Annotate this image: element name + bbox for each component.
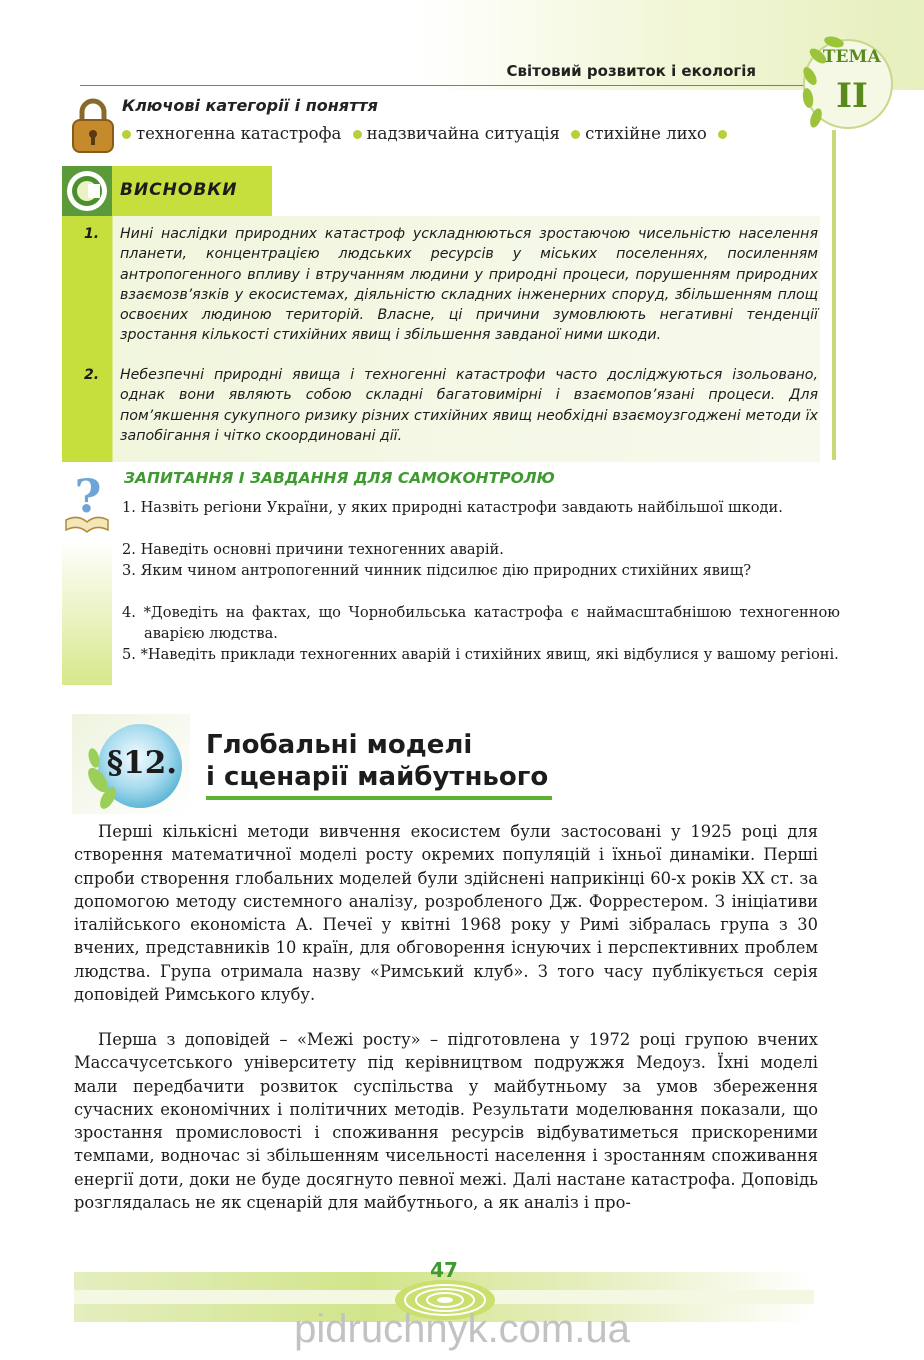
question-book-icon [62, 470, 112, 536]
question-item: 1. Назвіть регіони України, у яких природні катастрофи завдають найбільшої шкоди. [122, 499, 783, 516]
conclusion-number: 2. [84, 367, 100, 383]
conclusions-emblem-icon [62, 166, 112, 216]
side-stripe [832, 130, 836, 460]
section-number: §12. [106, 745, 178, 781]
bullet-icon [122, 130, 131, 139]
header-divider [80, 85, 832, 86]
body-paragraph: Перша з доповідей – «Межі росту» – підготовлена у 1972 році групою вчених Массачусетського університету під керівництвом подружжя Медоуз. Їхні моделі мали передбачити розвиток суспільства у майбутньому за умов збереження сучасних економічних і політичних методів. Результати моделювання показали, що зростання промисловості і споживання ресурсів відбуватиметься прискореними темпами, водночас зі збільшенням чисельності населення і зростанням споживання енергії доти, доки не буде досягнуто певної межі. Далі настане катастрофа. Доповідь розглядалась не як сценарій для майбутнього, а як аналіз і про- [74, 1030, 818, 1213]
section-title: Глобальні моделі [206, 730, 473, 760]
term: стихійне лихо [585, 124, 707, 143]
questions-side-strip [62, 540, 112, 685]
term: техногенна катастрофа [136, 124, 342, 143]
question-item: 3. Яким чином антропогенний чинник підсилює дію природних стихійних явищ? [122, 562, 752, 579]
conclusion-number: 1. [84, 226, 100, 242]
conclusions-title: ВИСНОВКИ [120, 180, 238, 200]
section-title-underline [206, 796, 552, 800]
section-title: і сценарії майбутнього [206, 762, 549, 792]
term: надзвичайна ситуація [366, 124, 560, 143]
question-item: 4. *Доведіть на фактах, що Чорнобильська катастрофа є наймасштабнішою техногенною аварією людства. [122, 604, 840, 642]
key-concepts-title: Ключові категорії і поняття [122, 96, 378, 115]
question-item: 5. *Наведіть приклади техногенних аварій і стихійних явищ, які відбулися у вашому регіоні. [122, 646, 839, 663]
tema-number: II [836, 76, 868, 116]
question-item: 2. Наведіть основні причини техногенних аварій. [122, 541, 504, 558]
questions-title: ЗАПИТАННЯ І ЗАВДАННЯ ДЛЯ САМОКОНТРОЛЮ [124, 469, 555, 487]
conclusion-text: Нині наслідки природних катастроф ускладнюються зростаючою чисельністю населення планети, концентрацією людських ресурсів у міських поселеннях, посиленням антропогенного впливу і втручанням людини у природні процеси, порушенням природних взаємозв’язків у екосистемах, діяльністю складних інженерних споруд, збільшенням площ освоєних людиною територій. Власне, ці причини зумовлюють негативні тенденції зростання кількості стихійних явищ і збільшення завданої ними шкоди. [120, 226, 818, 344]
bullet-icon [353, 130, 362, 139]
watermark: pidruchnyk.com.ua [294, 1307, 630, 1351]
running-title: Світовий розвиток і екологія [506, 62, 756, 80]
padlock-icon [70, 96, 116, 154]
conclusion-text: Небезпечні природні явища і техногенні катастрофи часто досліджуються ізольовано, однак вони являють собою складні багатовимірні і взаємопов’язані процеси. Для пом’якшення сукупного ризику різних стихійних явищ необхідні взаємоузгоджені методи їх запобігання і чітко скоординовані дії. [120, 367, 818, 444]
key-concepts-terms [122, 124, 732, 143]
bullet-icon [718, 130, 727, 139]
bullet-icon [571, 130, 580, 139]
svg-text:?: ? [74, 470, 102, 523]
page-number: 47 [430, 1258, 458, 1282]
body-paragraph: Перші кількісні методи вивчення екосистем були застосовані у 1925 році для створення математичної моделі росту окремих популяцій і їхньої динаміки. Перші спроби створення глобальних моделей були здійснені наприкінці 60-х років XX ст. за допомогою методу системного аналізу, розробленого Дж. Форрестером. З ініціативи італійського економіста А. Печеї у квітні 1968 року у Римі зібралась група з 30 вчених, представників 10 країн, для обговорення існуючих і перспективних проблем людства. Група отримала назву «Римський клуб». З того часу публікується серія доповідей Римського клубу. [74, 822, 818, 1005]
tema-label: ТЕМА [822, 47, 882, 67]
